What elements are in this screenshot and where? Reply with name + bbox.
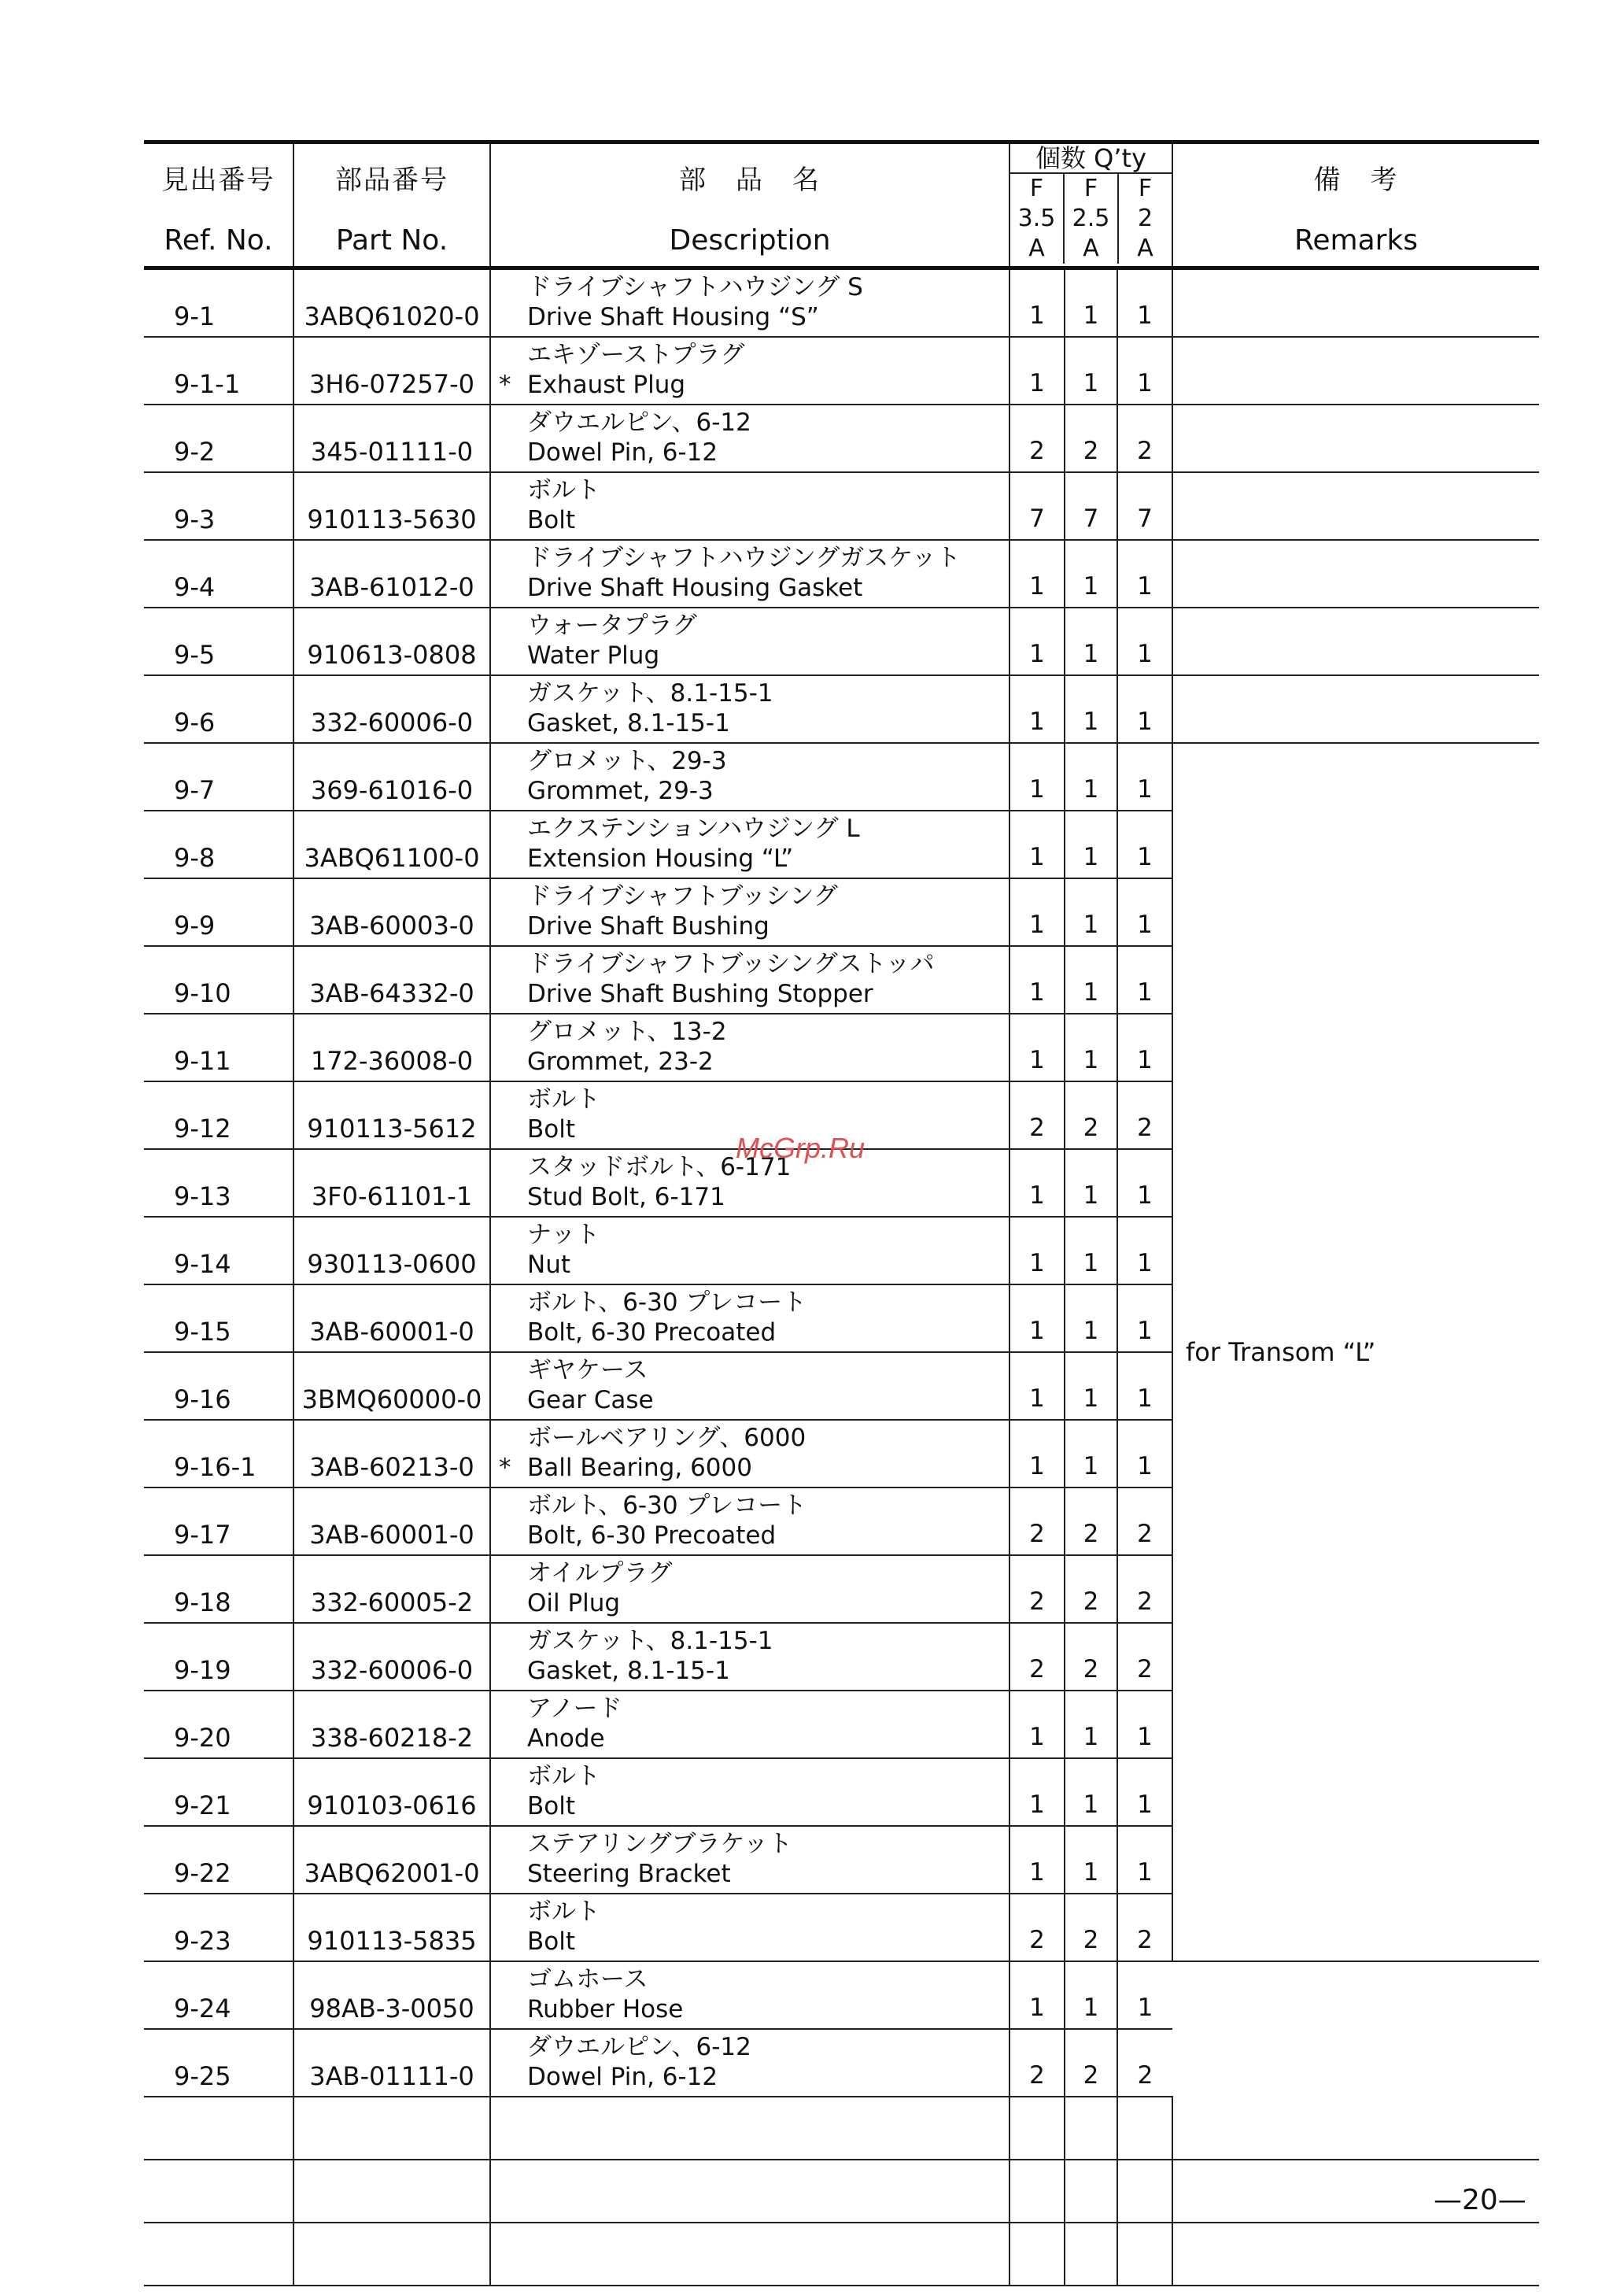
description-japanese: エキゾーストプラグ: [527, 340, 745, 369]
asterisk-mark: *: [499, 1454, 511, 1483]
remarks-cell: [1172, 608, 1539, 675]
quantity-cell: 2: [1117, 1623, 1172, 1691]
description-japanese: ダウエルピン、6-12: [527, 408, 751, 437]
table-row: [144, 1961, 1539, 2029]
quantity-cell: 1: [1065, 743, 1117, 811]
ref-no-cell: 9-9: [144, 878, 293, 946]
part-no-cell: 98AB-3-0050: [293, 1961, 490, 2029]
part-no-cell: 910103-0616: [293, 1758, 490, 1826]
blank-cell: [144, 2097, 293, 2160]
quantity-cell: 1: [1065, 608, 1117, 675]
description-japanese: ナット: [527, 1220, 600, 1249]
quantity-cell: 1: [1117, 608, 1172, 675]
remarks-cell: [1172, 472, 1539, 540]
description-cell: [490, 608, 1009, 675]
quantity-cell: 7: [1009, 472, 1065, 540]
description-cell: [490, 675, 1009, 743]
quantity-cell: 1: [1117, 540, 1172, 608]
quantity-cell: 7: [1065, 472, 1117, 540]
quantity-cell: 1: [1117, 1826, 1172, 1894]
quantity-cell: 2: [1009, 1488, 1065, 1555]
quantity-cell: 2: [1117, 1894, 1172, 1961]
quantity-cell: 1: [1065, 1014, 1117, 1081]
part-no-cell: 910613-0808: [293, 608, 490, 675]
ref-no-cell: 9-16-1: [144, 1420, 293, 1488]
description-japanese: ガスケット、8.1-15-1: [527, 678, 773, 708]
blank-cell: [1065, 2223, 1117, 2286]
ref-no-cell: 9-24: [144, 1961, 293, 2029]
ref-no-cell: 9-2: [144, 405, 293, 472]
part-no-cell: 345-01111-0: [293, 405, 490, 472]
quantity-cell: 1: [1065, 675, 1117, 743]
description-japanese: ボルト: [527, 475, 600, 504]
description-english: Stud Bolt, 6-171: [527, 1183, 725, 1212]
table-header: [144, 142, 1539, 268]
quantity-cell: 1: [1065, 1961, 1117, 2029]
table-row: [144, 337, 1539, 405]
ref-no-cell: 9-20: [144, 1691, 293, 1758]
part-no-cell: 3AB-60001-0: [293, 1488, 490, 1555]
description-cell: [490, 1217, 1009, 1284]
description-cell: [490, 1623, 1009, 1691]
ref-no-cell: 9-1: [144, 268, 293, 338]
description-english: Oil Plug: [527, 1589, 621, 1618]
quantity-cell: 2: [1065, 1894, 1117, 1961]
ref-no-cell: 9-22: [144, 1826, 293, 1894]
part-no-cell: 3AB-01111-0: [293, 2029, 490, 2097]
quantity-cell: 2: [1117, 2029, 1172, 2097]
part-no-cell: 332-60006-0: [293, 1623, 490, 1691]
blank-row: [144, 2223, 1539, 2286]
description-cell: [490, 1691, 1009, 1758]
description-cell: [490, 2029, 1009, 2097]
description-english: Nut: [527, 1251, 570, 1280]
quantity-cell: 1: [1065, 337, 1117, 405]
part-no-cell: 910113-5612: [293, 1081, 490, 1149]
quantity-cell: 1: [1117, 337, 1172, 405]
quantity-cell: 1: [1117, 1961, 1172, 2029]
table-row: [144, 472, 1539, 540]
description-english: Rubber Hose: [527, 1995, 684, 2024]
description-japanese: アノード: [527, 1694, 622, 1723]
description-cell: [490, 946, 1009, 1014]
description-japanese: ボルト: [527, 1897, 600, 1926]
description-japanese: ボルト、6-30 プレコート: [527, 1288, 807, 1317]
description-japanese: オイルプラグ: [527, 1558, 673, 1587]
quantity-cell: 1: [1009, 1826, 1065, 1894]
description-cell: [490, 405, 1009, 472]
part-no-cell: 332-60005-2: [293, 1555, 490, 1623]
quantity-title: 個数 Q’ty: [1010, 144, 1172, 174]
quantity-cell: 1: [1117, 1758, 1172, 1826]
description-japanese: ガスケット、8.1-15-1: [527, 1626, 773, 1655]
ref-no-cell: 9-19: [144, 1623, 293, 1691]
ref-no-cell: 9-11: [144, 1014, 293, 1081]
description-japanese: ステアリングブラケット: [527, 1829, 792, 1858]
description-japanese: ゴムホース: [527, 1964, 648, 1994]
ref-no-cell: 9-10: [144, 946, 293, 1014]
quantity-cell: 2: [1009, 1081, 1065, 1149]
quantity-cell: 2: [1009, 2029, 1065, 2097]
qty-col-f2a: F 2 A: [1117, 174, 1172, 264]
blank-cell: [144, 2160, 293, 2223]
blank-cell: [293, 2223, 490, 2286]
part-no-cell: 3BMQ60000-0: [293, 1352, 490, 1420]
ref-no-cell: 9-17: [144, 1488, 293, 1555]
quantity-cell: 1: [1009, 743, 1065, 811]
quantity-cell: 2: [1117, 1488, 1172, 1555]
table-row: [144, 675, 1539, 743]
table-row: [144, 608, 1539, 675]
quantity-cell: 2: [1065, 1623, 1117, 1691]
quantity-cell: 2: [1117, 1555, 1172, 1623]
quantity-cell: 1: [1117, 743, 1172, 811]
description-cell: [490, 811, 1009, 878]
ref-no-cell: 9-14: [144, 1217, 293, 1284]
description-english: Bolt: [527, 1115, 576, 1144]
description-japanese: エクステンションハウジング L: [527, 814, 860, 843]
part-no-cell: 3AB-60003-0: [293, 878, 490, 946]
ref-no-cell: 9-12: [144, 1081, 293, 1149]
quantity-cell: 2: [1117, 1081, 1172, 1149]
blank-cell: [1009, 2223, 1065, 2286]
part-no-cell: 3F0-61101-1: [293, 1149, 490, 1217]
description-japanese: ボルト: [527, 1085, 600, 1114]
remarks-cell: [1172, 675, 1539, 743]
description-cell: [490, 1014, 1009, 1081]
blank-cell: [490, 2160, 1009, 2223]
table-row: [144, 2029, 1539, 2097]
part-no-cell: 172-36008-0: [293, 1014, 490, 1081]
part-no-cell: 3AB-64332-0: [293, 946, 490, 1014]
quantity-cell: 1: [1117, 675, 1172, 743]
table-row: [144, 540, 1539, 608]
description-cell: [490, 472, 1009, 540]
description-english: Anode: [527, 1724, 605, 1754]
description-cell: [490, 1894, 1009, 1961]
ref-no-cell: 9-18: [144, 1555, 293, 1623]
description-cell: [490, 1284, 1009, 1352]
quantity-cell: 1: [1117, 878, 1172, 946]
blank-cell: [1172, 2097, 1539, 2160]
ref-no-cell: 9-5: [144, 608, 293, 675]
part-no-cell: 3H6-07257-0: [293, 337, 490, 405]
part-no-cell: 910113-5630: [293, 472, 490, 540]
quantity-cell: 1: [1009, 268, 1065, 338]
quantity-cell: 1: [1117, 1420, 1172, 1488]
quantity-cell: 2: [1009, 405, 1065, 472]
quantity-cell: 1: [1009, 1352, 1065, 1420]
quantity-cell: 1: [1009, 1961, 1065, 2029]
part-no-cell: 3ABQ62001-0: [293, 1826, 490, 1894]
part-no-cell: 338-60218-2: [293, 1691, 490, 1758]
quantity-cell: 1: [1065, 1758, 1117, 1826]
quantity-cell: 2: [1009, 1894, 1065, 1961]
quantity-cell: 1: [1009, 337, 1065, 405]
quantity-cell: 1: [1065, 1352, 1117, 1420]
quantity-cell: 1: [1065, 1284, 1117, 1352]
quantity-cell: 7: [1117, 472, 1172, 540]
quantity-header: [1009, 142, 1172, 268]
description-cell: [490, 1488, 1009, 1555]
quantity-cell: 1: [1065, 1691, 1117, 1758]
quantity-cell: 1: [1009, 1420, 1065, 1488]
remarks-cell: [1172, 337, 1539, 405]
table-row: [144, 743, 1539, 811]
description-english: Bolt: [527, 506, 576, 535]
quantity-cell: 2: [1065, 2029, 1117, 2097]
remarks-header: 備 考 Remarks: [1172, 142, 1539, 268]
quantity-cell: 1: [1009, 1217, 1065, 1284]
description-english: Water Plug: [527, 641, 660, 671]
quantity-cell: 1: [1117, 811, 1172, 878]
ref-no-cell: 9-13: [144, 1149, 293, 1217]
quantity-cell: 2: [1065, 1488, 1117, 1555]
quantity-cell: 1: [1065, 1826, 1117, 1894]
quantity-cell: 1: [1065, 540, 1117, 608]
quantity-cell: 1: [1065, 1420, 1117, 1488]
quantity-cell: 1: [1117, 1217, 1172, 1284]
part-no-cell: 910113-5835: [293, 1894, 490, 1961]
ref-no-cell: 9-4: [144, 540, 293, 608]
description-english: Grommet, 29-3: [527, 777, 714, 806]
ref-no-cell: 9-15: [144, 1284, 293, 1352]
description-english: Gasket, 8.1-15-1: [527, 1657, 730, 1686]
description-english: Bolt, 6-30 Precoated: [527, 1318, 777, 1347]
ref-no-cell: 9-3: [144, 472, 293, 540]
ref-no-cell: 9-16: [144, 1352, 293, 1420]
description-japanese: ボルト、6-30 プレコート: [527, 1491, 807, 1520]
ref-no-cell: 9-23: [144, 1894, 293, 1961]
ref-no-header: 見出番号 Ref. No.: [144, 142, 293, 268]
quantity-cell: 1: [1009, 1149, 1065, 1217]
description-english: Exhaust Plug: [527, 371, 686, 400]
blank-cell: [1172, 2223, 1539, 2286]
asterisk-mark: *: [499, 371, 511, 400]
quantity-cell: 1: [1065, 268, 1117, 338]
description-japanese: ドライブシャフトハウジング S: [527, 272, 863, 301]
blank-cell: [1065, 2160, 1117, 2223]
description-japanese: ウォータプラグ: [527, 611, 697, 640]
quantity-cell: 1: [1009, 608, 1065, 675]
blank-cell: [1117, 2223, 1172, 2286]
part-no-cell: 3ABQ61020-0: [293, 268, 490, 338]
description-cell: [490, 268, 1009, 338]
quantity-cell: 1: [1009, 540, 1065, 608]
quantity-cell: 1: [1009, 1284, 1065, 1352]
quantity-cell: 1: [1065, 811, 1117, 878]
ref-no-cell: 9-25: [144, 2029, 293, 2097]
description-cell: [490, 1420, 1009, 1488]
quantity-cell: 1: [1065, 1149, 1117, 1217]
description-english: Steering Bracket: [527, 1860, 731, 1889]
quantity-cell: 1: [1117, 1014, 1172, 1081]
description-japanese: ドライブシャフトブッシングストッパ: [527, 949, 935, 978]
description-english: Drive Shaft Bushing Stopper: [527, 980, 873, 1009]
blank-cell: [490, 2223, 1009, 2286]
blank-row: [144, 2160, 1539, 2223]
part-no-cell: 3AB-60213-0: [293, 1420, 490, 1488]
description-cell: [490, 1961, 1009, 2029]
description-english: Dowel Pin, 6-12: [527, 438, 718, 468]
blank-cell: [490, 2097, 1009, 2160]
description-japanese: ドライブシャフトブッシング: [527, 881, 838, 911]
quantity-cell: 2: [1065, 405, 1117, 472]
part-no-cell: 3AB-61012-0: [293, 540, 490, 608]
part-no-cell: 3ABQ61100-0: [293, 811, 490, 878]
description-cell: [490, 540, 1009, 608]
ref-no-cell: 9-8: [144, 811, 293, 878]
ref-no-cell: 9-21: [144, 1758, 293, 1826]
remarks-cell: [1172, 268, 1539, 338]
quantity-cell: 1: [1065, 1217, 1117, 1284]
table-row: [144, 268, 1539, 338]
watermark: McGrp.Ru: [736, 1132, 866, 1164]
remarks-cell: [1172, 540, 1539, 608]
description-cell: [490, 1758, 1009, 1826]
blank-cell: [293, 2160, 490, 2223]
quantity-cell: 1: [1009, 1014, 1065, 1081]
quantity-cell: 1: [1117, 1352, 1172, 1420]
blank-cell: [293, 2097, 490, 2160]
part-no-cell: 930113-0600: [293, 1217, 490, 1284]
quantity-cell: 1: [1117, 946, 1172, 1014]
blank-cell: [1117, 2097, 1172, 2160]
quantity-cell: 1: [1009, 675, 1065, 743]
ref-no-cell: 9-6: [144, 675, 293, 743]
description-header: 部 品 名 Description: [490, 142, 1009, 268]
description-japanese: スタッドボルト、6-171: [527, 1152, 792, 1181]
description-english: Drive Shaft Housing “S”: [527, 303, 819, 332]
remarks-cell-transom-l: for Transom “L”: [1172, 743, 1539, 1961]
quantity-cell: 1: [1117, 1691, 1172, 1758]
ref-no-cell: 9-7: [144, 743, 293, 811]
quantity-cell: 2: [1009, 1623, 1065, 1691]
description-japanese: ボールベアリング、6000: [527, 1423, 806, 1452]
description-english: Gear Case: [527, 1386, 654, 1415]
part-no-header: 部品番号 Part No.: [293, 142, 490, 268]
quantity-cell: 1: [1117, 268, 1172, 338]
qty-col-f25a: F 2.5 A: [1063, 174, 1117, 264]
quantity-cell: 1: [1009, 878, 1065, 946]
description-english: Bolt: [527, 1927, 576, 1957]
quantity-cell: 2: [1009, 1555, 1065, 1623]
quantity-cell: 1: [1117, 1284, 1172, 1352]
description-japanese: ボルト: [527, 1761, 600, 1791]
ref-no-cell: 9-1-1: [144, 337, 293, 405]
quantity-cell: 1: [1065, 878, 1117, 946]
blank-cell: [1009, 2097, 1065, 2160]
quantity-cell: 1: [1009, 1691, 1065, 1758]
blank-cell: [1065, 2097, 1117, 2160]
description-japanese: グロメット、13-2: [527, 1017, 727, 1046]
quantity-cell: 2: [1117, 405, 1172, 472]
description-cell: [490, 1555, 1009, 1623]
quantity-subheaders: [1010, 174, 1172, 264]
description-english: Drive Shaft Bushing: [527, 912, 770, 941]
remarks-cell: [1172, 405, 1539, 472]
description-english: Dowel Pin, 6-12: [527, 2063, 718, 2092]
description-japanese: ダウエルピン、6-12: [527, 2032, 751, 2061]
blank-cell: [1117, 2160, 1172, 2223]
blank-row: [144, 2097, 1539, 2160]
description-english: Drive Shaft Housing Gasket: [527, 574, 863, 603]
description-japanese: グロメット、29-3: [527, 746, 727, 775]
quantity-cell: 1: [1009, 811, 1065, 878]
quantity-cell: 1: [1009, 1758, 1065, 1826]
description-cell: [490, 1352, 1009, 1420]
quantity-cell: 2: [1065, 1555, 1117, 1623]
part-no-cell: 3AB-60001-0: [293, 1284, 490, 1352]
description-english: Gasket, 8.1-15-1: [527, 709, 730, 738]
blank-cell: [1009, 2160, 1065, 2223]
description-japanese: ドライブシャフトハウジングガスケット: [527, 543, 961, 572]
description-english: Bolt: [527, 1792, 576, 1821]
part-no-cell: 332-60006-0: [293, 675, 490, 743]
description-english: Bolt, 6-30 Precoated: [527, 1521, 777, 1550]
description-cell: [490, 743, 1009, 811]
description-japanese: ギヤケース: [527, 1355, 648, 1384]
description-cell: [490, 337, 1009, 405]
quantity-cell: 1: [1065, 946, 1117, 1014]
description-cell: [490, 878, 1009, 946]
description-english: Ball Bearing, 6000: [527, 1454, 752, 1483]
page-number: —20—: [1434, 2184, 1526, 2216]
quantity-cell: 1: [1009, 946, 1065, 1014]
quantity-cell: 2: [1065, 1081, 1117, 1149]
qty-col-f35a: F 3.5 A: [1017, 175, 1056, 262]
parts-table: [144, 140, 1539, 2286]
description-cell: [490, 1826, 1009, 1894]
quantity-cell: 1: [1117, 1149, 1172, 1217]
description-english: Extension Housing “L”: [527, 844, 794, 874]
description-english: Grommet, 23-2: [527, 1048, 714, 1077]
part-no-cell: 369-61016-0: [293, 743, 490, 811]
blank-cell: [144, 2223, 293, 2286]
table-row: [144, 405, 1539, 472]
